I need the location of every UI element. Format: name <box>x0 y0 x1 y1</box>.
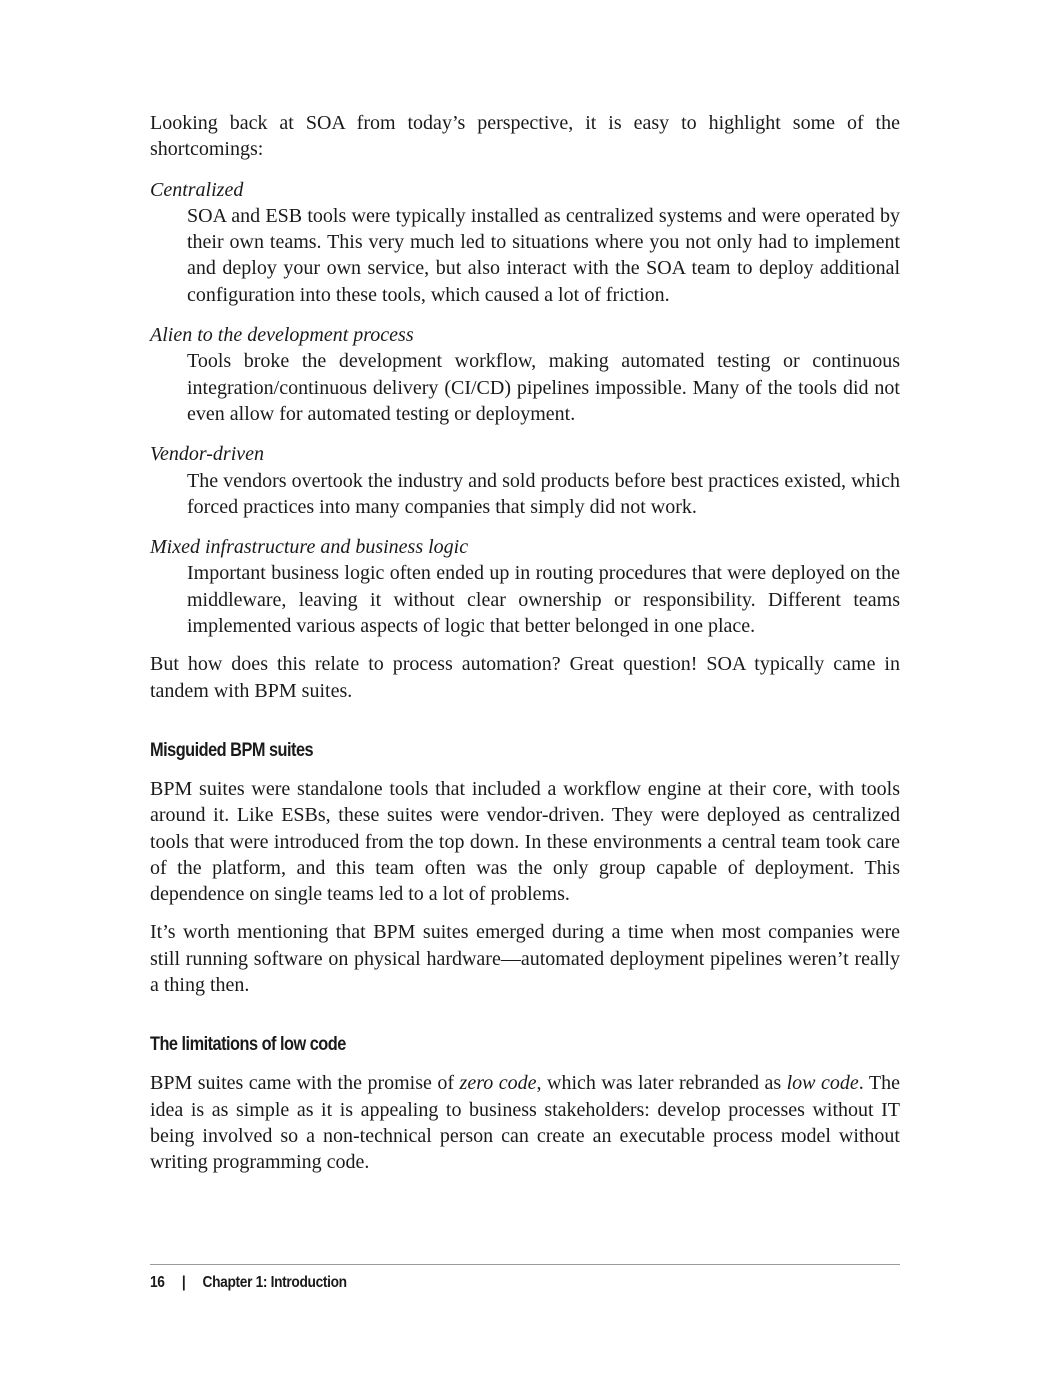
term-alien-to-development: Alien to the development process <box>150 324 414 347</box>
definition-mixed-infrastructure: Important business logic often ended up in routing procedures that were deployed on the middleware, leaving it without clear ownership or responsibility. Different teams implemented various aspects of logic that better belonged in one place. <box>187 562 900 638</box>
lowcode-emphasis-zero-code: zero code <box>459 1072 537 1095</box>
lowcode-emphasis-low-code: low code <box>786 1072 859 1095</box>
shortcomings-list <box>150 177 900 640</box>
definition-alien-to-development: Tools broke the development workflow, making automated testing or continuous integration/continuous delivery (CI/CD) pipelines impossible. Many of the tools did not even allow for automated testing or deployment. <box>187 350 900 425</box>
term-mixed-infrastructure: Mixed infrastructure and business logic <box>150 536 469 559</box>
misguided-paragraph-2: It’s worth mentioning that BPM suites emerged during a time when most companies were still running software on physical hardware—automated deployment pipelines weren’t really a thing then. <box>150 921 900 997</box>
definition-vendor-driven: The vendors overtook the industry and sold products before best practices existed, which forced practices into many companies that simply did not work. <box>187 469 900 518</box>
lowcode-text-1: BPM suites came with the promise of <box>150 1072 460 1095</box>
after-list-paragraph: But how does this relate to process automation? Great question! SOA typically came in tandem with BPM suites. <box>150 653 900 702</box>
footer-separator: | <box>181 1274 186 1291</box>
intro-paragraph: Looking back at SOA from today’s perspective, it is easy to highlight some of the shortcomings: <box>150 112 900 161</box>
heading-misguided-bpm-suites: Misguided BPM suites <box>150 739 314 761</box>
page-content <box>150 110 900 1176</box>
misguided-paragraph-1: BPM suites were standalone tools that included a workflow engine at their core, with tools around it. Like ESBs, these suites were vendor-driven. They were deployed as centralized tools that were introduced from the top down. In these environments a central team took care of the platform, and this team often was the only group capable of deployment. This dependence on single teams led to a lot of problems. <box>150 777 900 906</box>
footer-text <box>150 1274 795 1292</box>
lowcode-paragraph <box>150 1070 900 1175</box>
definition-centralized: SOA and ESB tools were typically installed as centralized systems and were operated by their own teams. This very much led to situations where you not only had to implement and deploy your own service, but also interact with the SOA team to deploy additional configuration into these tools, which caused a lot of friction. <box>187 204 900 306</box>
page-footer <box>150 1264 900 1292</box>
lowcode-text-3: . The idea is as simple as it is appealing to business stakeholders: develop processes without IT being involved so a non-technical person can create an executable process model without writing programming code. <box>150 1072 900 1174</box>
chapter-title: Chapter 1: Introduction <box>202 1274 347 1291</box>
lowcode-text-2: , which was later rebranded as <box>536 1072 787 1095</box>
heading-limitations-of-low-code: The limitations of low code <box>150 1034 346 1056</box>
page-number: 16 <box>150 1274 165 1291</box>
term-centralized: Centralized <box>150 178 244 201</box>
term-vendor-driven: Vendor-driven <box>150 443 265 466</box>
